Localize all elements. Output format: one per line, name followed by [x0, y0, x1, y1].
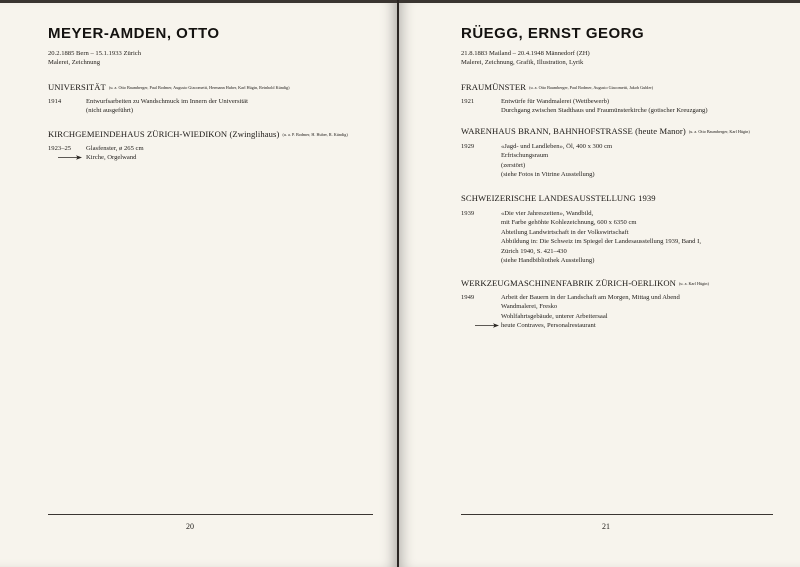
- page-number: 20: [186, 522, 194, 531]
- entry-line: Wandmalerei, Fresko: [501, 303, 558, 311]
- page-edge: [399, 0, 800, 3]
- entry-line: Erfrischungsraum: [501, 152, 549, 160]
- section-credit: (u. a. P. Bodmer, H. Huber, R. Kündig): [282, 132, 348, 137]
- artist-bio: [48, 49, 141, 68]
- entry-line: mit Farbe gehöhte Kohlezeichnung, 600 x 6350 cm: [501, 219, 637, 227]
- section-title: [461, 193, 659, 203]
- section-credit: (u. a. Otto Baumberger, Paul Bodmer, Augusto Giacometti, Jakob Gubler): [529, 85, 654, 90]
- artist-bio: [461, 49, 590, 68]
- section-title: [461, 82, 653, 92]
- artist-name: MEYER-AMDEN, OTTO: [48, 25, 220, 42]
- entry-year: 1949: [461, 294, 475, 301]
- section-title: [461, 126, 750, 136]
- section-name: WARENHAUS BRANN, BAHNHOFSTRASSE (heute Manor): [461, 126, 686, 136]
- entry-line: Kirche, Orgelwand: [86, 154, 137, 162]
- bio-media: Malerei, Zeichnung, Grafik, Illustration, Lyrik: [461, 59, 584, 67]
- section-credit: (u. a. Otto Baumberger, Paul Bodmer, Augusto Giacometti, Hermann Huber, Karl Hügin, Reinhold Kündig): [108, 85, 290, 90]
- entry-lines: [501, 209, 701, 265]
- section-credit: (u. a. Otto Baumberger, Karl Hügin): [688, 129, 750, 134]
- section-name: KIRCHGEMEINDEHAUS ZÜRICH-WIEDIKON (Zwinglihaus): [48, 129, 280, 139]
- section-name: UNIVERSITÄT: [48, 82, 106, 92]
- section-name: SCHWEIZERISCHE LANDESAUSSTELLUNG 1939: [461, 193, 656, 203]
- entry-year: 1929: [461, 143, 475, 150]
- section-name: FRAUMÜNSTER: [461, 82, 527, 92]
- entry-lines: [86, 97, 248, 116]
- entry-line: Durchgang zwischen Stadthaus und Fraumünsterkirche (gotischer Kreuzgang): [501, 107, 708, 115]
- entry-line: Arbeit der Bauern in der Landschaft am Morgen, Mittag und Abend: [501, 294, 680, 301]
- bio-dates: 20.2.1885 Bern – 15.1.1933 Zürich: [48, 50, 142, 57]
- arrow-right-icon: [58, 155, 82, 160]
- entry-line: Glasfenster, ø 265 cm: [86, 145, 144, 152]
- artist-name: RÜEGG, ERNST GEORG: [461, 25, 645, 42]
- entry-line: (nicht ausgeführt): [86, 107, 134, 115]
- right-page: [399, 0, 800, 567]
- entry-year: 1914: [48, 98, 62, 105]
- entry-line: «Die vier Jahreszeiten», Wandbild,: [501, 210, 594, 217]
- section-name: WERKZEUGMASCHINENFABRIK ZÜRICH-OERLIKON: [461, 278, 676, 288]
- bio-dates: 21.8.1883 Mailand – 20.4.1948 Männedorf (ZH): [461, 50, 590, 57]
- entry-lines: [501, 97, 708, 116]
- left-page: [0, 0, 397, 567]
- footer-rule: [48, 514, 373, 515]
- entry-line: Zürich 1940, S. 421–430: [501, 247, 567, 255]
- entry-line: «Jagd- und Landleben», Öl, 400 x 300 cm: [501, 143, 613, 150]
- entry-line: Abbildung in: Die Schweiz im Spiegel der Landesausstellung 1939, Band I,: [501, 238, 701, 246]
- entry-line: (zerstört): [501, 161, 526, 169]
- entry-line: Wohlfahrtsgebäude, unterer Arbeitersaal: [501, 312, 608, 320]
- section-title: [48, 129, 348, 139]
- page-number: 21: [602, 522, 610, 531]
- entry-line: (siehe Handbibliothek Ausstellung): [501, 256, 595, 264]
- section-credit: (u. a. Karl Hügin): [679, 281, 709, 286]
- entry-year: 1923–25: [48, 145, 72, 152]
- entry-line: Entwürfe für Wandmalerei (Wettbewerb): [501, 98, 610, 105]
- arrow-right-icon: [475, 323, 499, 328]
- entry-year: 1921: [461, 98, 475, 105]
- entry-lines: [86, 144, 144, 163]
- footer-rule: [461, 514, 773, 515]
- section-title: [48, 82, 290, 92]
- entry-line: heute Contraves, Personalrestaurant: [501, 322, 596, 330]
- entry-line: Abteilung Landwirtschaft in der Volkswirtschaft: [501, 228, 629, 236]
- bio-media: Malerei, Zeichnung: [48, 59, 100, 67]
- entry-line: (siehe Fotos in Vitrine Ausstellung): [501, 171, 595, 179]
- entry-lines: [501, 142, 612, 180]
- section-title: [461, 278, 709, 288]
- entry-line: Entwurfsarbeiten zu Wandschmuck im Innern der Universität: [86, 98, 248, 105]
- page-edge: [0, 0, 397, 3]
- entry-year: 1939: [461, 210, 475, 217]
- entry-lines: [501, 293, 680, 331]
